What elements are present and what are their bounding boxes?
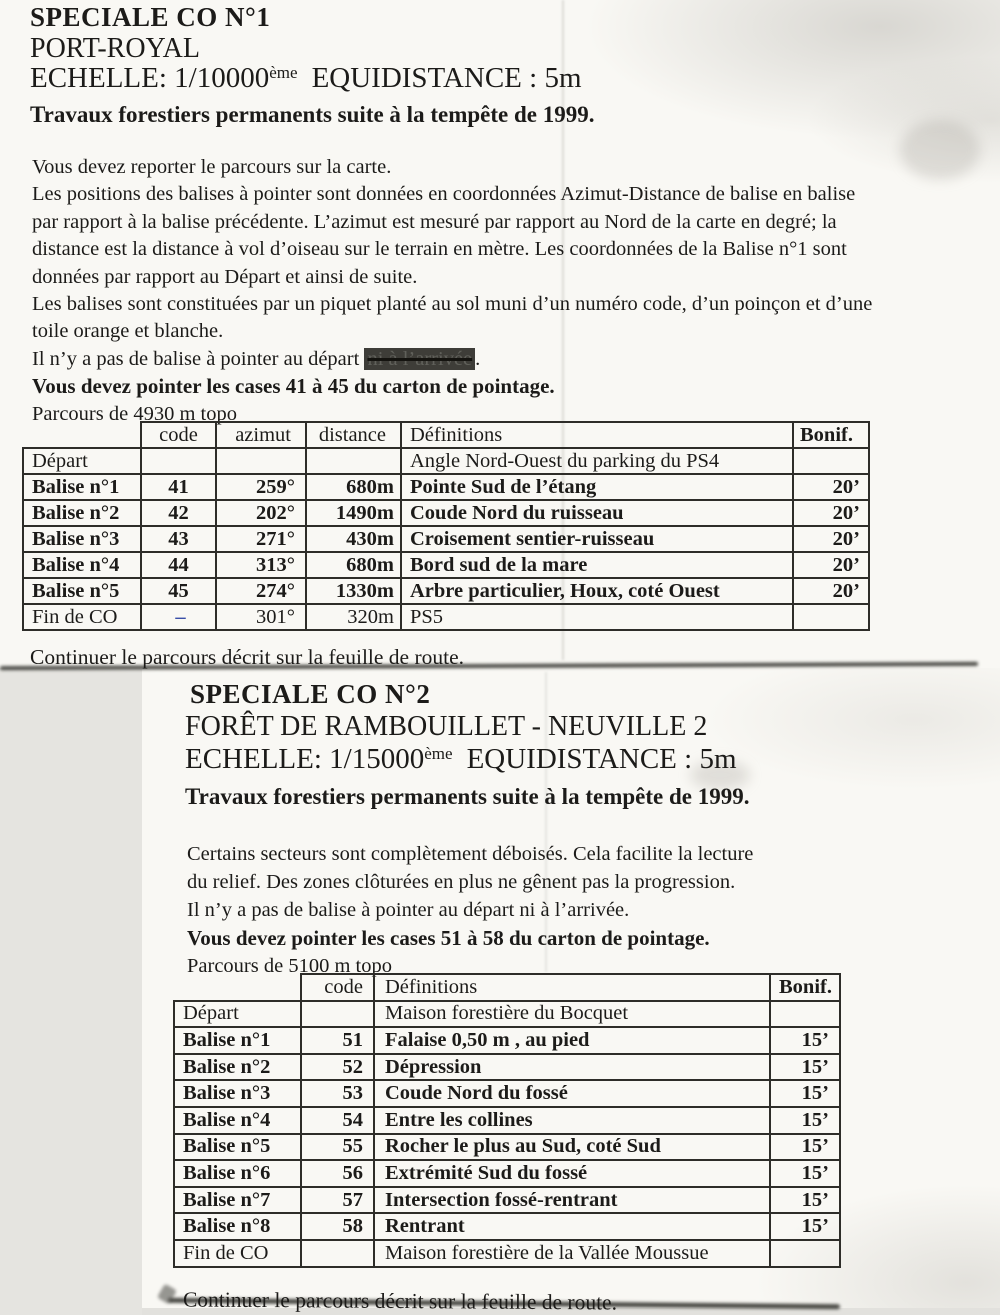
scale-text: ECHELLE: 1/15000: [185, 743, 425, 775]
scan-smudge: [900, 120, 980, 180]
section2-subtitle: FORÊT DE RAMBOUILLET - NEUVILLE 2: [185, 711, 708, 742]
section2-instruction: Vous devez pointer les cases 51 à 58 du carton de pointage.: [187, 926, 710, 950]
scale-ordinal: ème: [424, 744, 453, 763]
table-cell: [793, 448, 869, 474]
table-cell: 271°: [216, 526, 306, 552]
table-row: [23, 604, 869, 630]
table-cell: 15’: [770, 1080, 840, 1107]
section1-footer: Continuer le parcours décrit sur la feuille de route.: [30, 645, 465, 669]
scan-margin: [0, 668, 142, 1315]
body-line: distance est la distance à vol d’oiseau sur le terrain en mètre. Les coordonnées de la Balise n°1 sont: [32, 238, 847, 261]
table-row: [23, 526, 869, 552]
table-cell: 15’: [770, 1134, 840, 1161]
section1-title: SPECIALE CO N°1: [30, 2, 271, 32]
table-row: [23, 448, 869, 474]
body-line: du relief. Des zones clôturées en plus ne gênent pas la progression.: [187, 871, 736, 893]
table-cell: 1490m: [306, 500, 401, 526]
table-cell: Balise n°1: [23, 474, 141, 500]
section1-scale-line: [30, 62, 582, 95]
table-cell: 20’: [793, 552, 869, 578]
table-cell: 274°: [216, 578, 306, 604]
section1-subtitle: PORT-ROYAL: [30, 33, 200, 64]
section1-instruction: Vous devez pointer les cases 41 à 45 du carton de pointage.: [32, 374, 555, 399]
table-cell: 680m: [306, 552, 401, 578]
table-cell: Arbre particulier, Houx, coté Ouest: [401, 578, 793, 604]
section2-body: [187, 840, 753, 980]
column-header: code: [301, 974, 374, 1001]
table-cell: Balise n°5: [23, 578, 141, 604]
column-header: Définitions: [401, 422, 793, 448]
column-header: azimut: [216, 422, 306, 448]
table-cell: Pointe Sud de l’étang: [401, 474, 793, 500]
column-header: Définitions: [374, 974, 770, 1001]
table-cell: Coude Nord du ruisseau: [401, 500, 793, 526]
table-row: [174, 1187, 840, 1214]
body-line: Il n’y a pas de balise à pointer au départ ni à l’arrivée.: [187, 899, 630, 921]
table-cell: Coude Nord du fossé: [374, 1080, 770, 1107]
table-cell: Bord sud de la mare: [401, 552, 793, 578]
table-cell: Balise n°4: [174, 1107, 301, 1134]
table-cell: Départ: [23, 448, 141, 474]
table-cell: 45: [141, 578, 216, 604]
table-row: [174, 1080, 840, 1107]
section1-parcours: Parcours de 4930 m topo: [32, 402, 237, 425]
table-cell: –: [141, 604, 216, 630]
section1-body: [32, 154, 872, 428]
table-row: [23, 500, 869, 526]
table-cell: Fin de CO: [174, 1240, 301, 1267]
table-header-row: [23, 422, 869, 448]
table-cell: Rentrant: [374, 1213, 770, 1240]
table-cell: [770, 1001, 840, 1028]
table-row: [174, 1001, 840, 1028]
table-cell: 202°: [216, 500, 306, 526]
table-cell: Maison forestière de la Vallée Moussue: [374, 1240, 770, 1267]
table-row: [174, 1027, 840, 1054]
table-cell: Intersection fossé-rentrant: [374, 1187, 770, 1214]
table-cell: Croisement sentier-ruisseau: [401, 526, 793, 552]
table-cell: 20’: [793, 500, 869, 526]
table-cell: Fin de CO: [23, 604, 141, 630]
column-header: distance: [306, 422, 401, 448]
column-header: [174, 974, 301, 1001]
table-row: [174, 1134, 840, 1161]
column-header: Bonif.: [793, 422, 869, 448]
table-cell: Extrémité Sud du fossé: [374, 1160, 770, 1187]
table-cell: 15’: [770, 1027, 840, 1054]
section2-table: [173, 973, 841, 1268]
table-cell: [301, 1001, 374, 1028]
table-cell: 430m: [306, 526, 401, 552]
table-row: [23, 552, 869, 578]
table-cell: 57: [301, 1187, 374, 1214]
table-cell: Balise n°2: [174, 1054, 301, 1081]
scale-text: ECHELLE: 1/10000: [30, 62, 270, 94]
table-cell: 20’: [793, 526, 869, 552]
table-cell: 58: [301, 1213, 374, 1240]
table-cell: 51: [301, 1027, 374, 1054]
table-cell: 44: [141, 552, 216, 578]
table-cell: Dépression: [374, 1054, 770, 1081]
table-row: [174, 1107, 840, 1134]
equidistance-text: EQUIDISTANCE : 5m: [466, 743, 737, 775]
table-cell: Balise n°8: [174, 1213, 301, 1240]
strike-suffix: .: [475, 347, 481, 370]
column-header: Bonif.: [770, 974, 840, 1001]
table-row: [23, 474, 869, 500]
table-row: [174, 1213, 840, 1240]
table-cell: 15’: [770, 1107, 840, 1134]
table-row: [174, 1240, 840, 1267]
body-line: Certains secteurs sont complètement déboisés. Cela facilite la lecture: [187, 843, 754, 865]
table-cell: [306, 448, 401, 474]
body-line-strike: [32, 346, 872, 373]
scale-ordinal: ème: [269, 63, 298, 82]
table-cell: 53: [301, 1080, 374, 1107]
table-cell: 41: [141, 474, 216, 500]
table-cell: 55: [301, 1134, 374, 1161]
table-cell: 54: [301, 1107, 374, 1134]
table-cell: Balise n°6: [174, 1160, 301, 1187]
table-cell: 1330m: [306, 578, 401, 604]
body-line: par rapport à la balise précédente. L’azimut est mesuré par rapport au Nord de la carte en degré; la: [32, 210, 837, 233]
table-cell: 259°: [216, 474, 306, 500]
table-cell: [793, 604, 869, 630]
table-cell: [301, 1240, 374, 1267]
table-cell: 313°: [216, 552, 306, 578]
body-line: toile orange et blanche.: [32, 320, 224, 343]
table-row: [174, 1054, 840, 1081]
section1-table: [22, 421, 870, 631]
table-cell: Balise n°2: [23, 500, 141, 526]
section2-notice: Travaux forestiers permanents suite à la tempête de 1999.: [185, 784, 750, 809]
section2-footer: Continuer le parcours décrit sur la feuille de route.: [182, 1287, 618, 1315]
table-cell: 15’: [770, 1187, 840, 1214]
table-cell: Balise n°3: [174, 1080, 301, 1107]
table-cell: 15’: [770, 1054, 840, 1081]
table-cell: Maison forestière du Bocquet: [374, 1001, 770, 1028]
body-line: données par rapport au Départ et ainsi de suite.: [32, 265, 418, 288]
table-cell: 680m: [306, 474, 401, 500]
body-line: Les positions des balises à pointer sont données en coordonnées Azimut-Distance de balise en balise: [32, 183, 856, 206]
table-cell: [141, 448, 216, 474]
table-cell: Balise n°4: [23, 552, 141, 578]
table-cell: Balise n°5: [174, 1134, 301, 1161]
table-cell: Falaise 0,50 m , au pied: [374, 1027, 770, 1054]
table-cell: 20’: [793, 474, 869, 500]
table-cell: 52: [301, 1054, 374, 1081]
section2-parcours: Parcours de 5100 m topo: [187, 955, 392, 977]
table-cell: 43: [141, 526, 216, 552]
section1-paragraphs: [32, 154, 872, 346]
table-cell: [216, 448, 306, 474]
section1-notice: Travaux forestiers permanents suite à la tempête de 1999.: [30, 102, 595, 127]
column-header: code: [141, 422, 216, 448]
column-header: [23, 422, 141, 448]
table-cell: Balise n°3: [23, 526, 141, 552]
body-line: Vous devez reporter le parcours sur la carte.: [32, 156, 392, 178]
equidistance-text: EQUIDISTANCE : 5m: [311, 62, 582, 94]
strike-prefix: Il n’y a pas de balise à pointer au départ: [32, 347, 365, 370]
table-cell: Balise n°1: [174, 1027, 301, 1054]
table-cell: 15’: [770, 1213, 840, 1240]
struck-text: ni à l’arrivée: [364, 348, 475, 370]
table-cell: Rocher le plus au Sud, coté Sud: [374, 1134, 770, 1161]
table-cell: [770, 1240, 840, 1267]
section2-scale-line: [185, 743, 737, 776]
table-row: [174, 1160, 840, 1187]
table-cell: 20’: [793, 578, 869, 604]
table-cell: 56: [301, 1160, 374, 1187]
table-row: [23, 578, 869, 604]
section2-title: SPECIALE CO N°2: [190, 679, 431, 709]
table-cell: PS5: [401, 604, 793, 630]
table-cell: Départ: [174, 1001, 301, 1028]
table-cell: 301°: [216, 604, 306, 630]
body-line: Les balises sont constituées par un piquet planté au sol muni d’un numéro code, d’un poinçon et d’une: [32, 293, 873, 316]
table-header-row: [174, 974, 840, 1001]
table-cell: Entre les collines: [374, 1107, 770, 1134]
table-cell: 320m: [306, 604, 401, 630]
table-cell: 15’: [770, 1160, 840, 1187]
section2-paragraphs: [187, 840, 753, 924]
table-cell: 42: [141, 500, 216, 526]
table-cell: Balise n°7: [174, 1187, 301, 1214]
table-cell: Angle Nord-Ouest du parking du PS4: [401, 448, 793, 474]
